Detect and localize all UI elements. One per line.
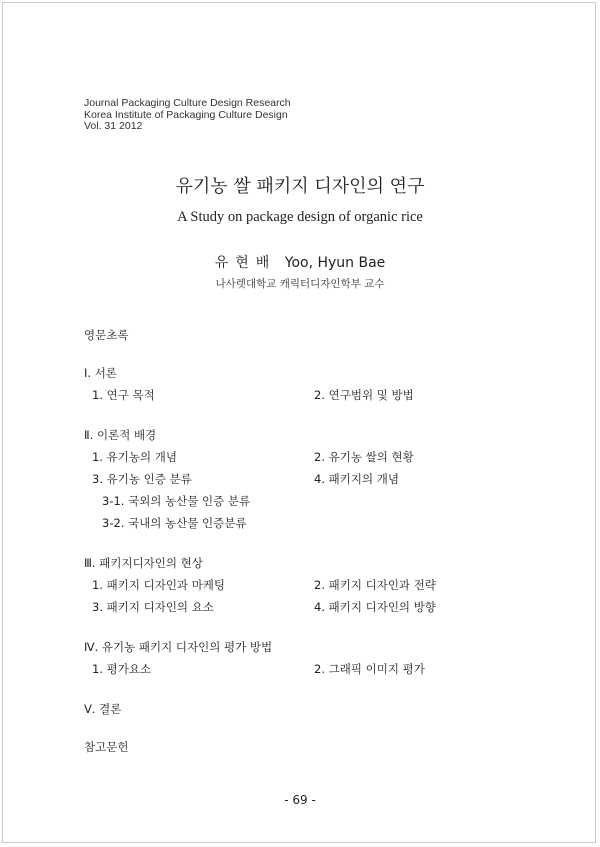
paper-title-korean: 유기농 쌀 패키지 디자인의 연구 <box>175 176 425 197</box>
author-korean-name: 유현배 <box>214 255 277 271</box>
page-number: - 69 - <box>284 793 316 807</box>
toc-subitem: 3-2. 국내의 농산물 인증분류 <box>102 516 247 530</box>
toc-item: 3. 유기농 인증 분류 <box>92 472 192 486</box>
journal-header <box>84 98 291 133</box>
toc-section-heading: Ⅰ. 서론 <box>84 366 117 380</box>
toc-item: 1. 평가요소 <box>92 662 152 676</box>
toc-row <box>84 574 524 596</box>
toc-row <box>84 446 524 468</box>
toc-item: 1. 패키지 디자인과 마케팅 <box>92 578 226 592</box>
toc-section-heading: Ⅴ. 결론 <box>84 702 122 716</box>
author-affiliation: 나사렛대학교 캐릭터디자인학부 교수 <box>215 278 385 290</box>
toc-item: 2. 그래픽 이미지 평가 <box>314 662 425 676</box>
toc-row <box>84 596 524 618</box>
toc-item: 1. 연구 목적 <box>92 388 155 402</box>
toc-row <box>84 468 524 490</box>
toc-row <box>84 658 524 680</box>
toc-item: 1. 유기농의 개념 <box>92 450 177 464</box>
author-english-name: Yoo, Hyun Bae <box>284 255 386 271</box>
toc-item: 2. 유기농 쌀의 현황 <box>314 450 414 464</box>
toc-item: 2. 연구범위 및 방법 <box>314 388 414 402</box>
volume-info: Vol. 31 2012 <box>84 120 143 132</box>
toc-references: 참고문헌 <box>84 740 129 754</box>
author-line <box>0 252 600 272</box>
toc-section-heading: Ⅳ. 유기농 패키지 디자인의 평가 방법 <box>84 640 273 654</box>
toc-section-heading: Ⅲ. 패키지디자인의 현상 <box>84 556 203 570</box>
toc-item: 4. 패키지의 개념 <box>314 472 399 486</box>
toc-item: 3. 패키지 디자인의 요소 <box>92 600 214 614</box>
toc-item: 2. 패키지 디자인과 전략 <box>314 578 436 592</box>
toc-row <box>84 384 524 406</box>
toc-subitem: 3-1. 국외의 농산물 인증 분류 <box>102 494 251 508</box>
table-of-contents <box>84 324 524 758</box>
toc-section-heading: Ⅱ. 이론적 배경 <box>84 428 157 442</box>
institute-name: Korea Institute of Packaging Culture Design <box>84 108 288 121</box>
journal-name: Journal Packaging Culture Design Research <box>84 97 291 109</box>
toc-abstract: 영문초록 <box>84 328 129 342</box>
toc-item: 4. 패키지 디자인의 방향 <box>314 600 436 614</box>
paper-title-english: A Study on package design of organic rice <box>177 209 423 225</box>
